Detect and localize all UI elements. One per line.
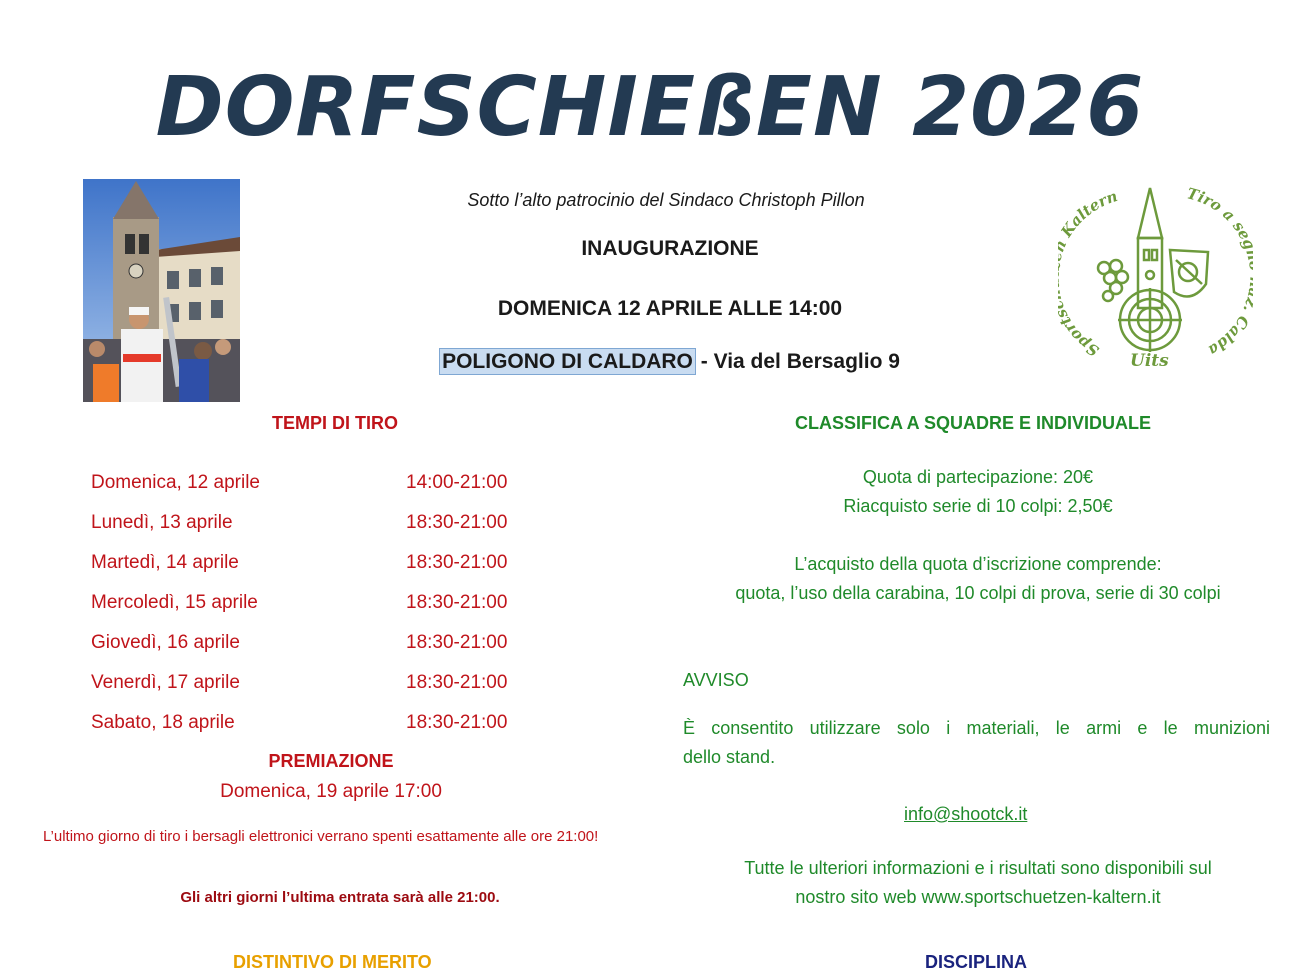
email-link[interactable]: info@shootck.it <box>904 804 1028 824</box>
schedule-day: Martedì, 14 aprile <box>91 552 239 573</box>
venue-address: - Via del Bersaglio 9 <box>694 350 900 373</box>
schedule-day: Giovedì, 16 aprile <box>91 632 240 653</box>
last-day-notice: L’ultimo giorno di tiro i bersagli elettronici verrano spenti esattamente alle ore 21:00! <box>43 828 599 845</box>
notice-title: AVVISO <box>683 670 749 690</box>
schedule-day: Domenica, 12 aprile <box>91 472 260 493</box>
inauguration-heading: INAUGURAZIONE <box>581 237 759 260</box>
schedule-time: 18:30-21:00 <box>406 512 508 533</box>
club-logo <box>1058 180 1253 380</box>
logo-bottom-text: Uits <box>1130 351 1169 371</box>
ranking-title: CLASSIFICA A SQUADRE E INDIVIDUALE <box>795 413 1152 433</box>
discipline-title: DISCIPLINA <box>925 952 1028 972</box>
fee-line: Quota di partecipazione: 20€ <box>862 467 1094 487</box>
schedule-time: 18:30-21:00 <box>406 552 508 573</box>
award-title: PREMIAZIONE <box>268 751 394 771</box>
page-title: DORFSCHIEßEN 2026 <box>155 60 1145 155</box>
venue-name: POLIGONO DI CALDARO <box>442 350 693 373</box>
info-line-2: nostro sito web www.sportschuetzen-kaltern.it <box>795 887 1161 907</box>
schedule-time: 18:30-21:00 <box>406 672 508 693</box>
notice-text-line1: È consentito utilizzare solo i materiali, le armi e le munizioni <box>683 718 1270 738</box>
patron-line: Sotto l’alto patrocinio del Sindaco Christoph Pillon <box>467 190 865 210</box>
schedule-time: 14:00-21:00 <box>406 472 508 493</box>
svg-text:Sportschützen Kaltern <box>1058 187 1120 360</box>
schedule-time: 18:30-21:00 <box>406 592 508 613</box>
schedule-day: Sabato, 18 aprile <box>91 712 235 733</box>
notice-text-line2: dello stand. <box>683 747 776 767</box>
merit-badge-title: DISTINTIVO DI MERITO <box>233 952 432 972</box>
includes-list: quota, l’uso della carabina, 10 colpi di prova, serie di 30 colpi <box>735 583 1221 603</box>
includes-intro: L’acquisto della quota d’iscrizione comprende: <box>794 554 1162 574</box>
award-date: Domenica, 19 aprile 17:00 <box>220 781 442 802</box>
inauguration-date: DOMENICA 12 APRILE ALLE 14:00 <box>497 297 843 320</box>
logo-right-text: Tiro a se Calda <box>1184 184 1253 360</box>
schedule-day: Venerdì, 17 aprile <box>91 672 240 693</box>
schedule-time: 18:30-21:00 <box>406 712 508 733</box>
shooting-times-title: TEMPI DI TIRO <box>272 413 398 433</box>
logo-left-text: Spor Kaltern <box>1058 187 1120 360</box>
rebuy-line: Riacquisto serie di 10 colpi: 2,50€ <box>843 496 1113 516</box>
schedule-day: Mercoledì, 15 aprile <box>91 592 258 613</box>
schedule-time: 18:30-21:00 <box>406 632 508 653</box>
other-days-notice: Gli altri giorni l’ultima entrata sarà alle 21:00. <box>180 889 500 906</box>
schedule-day: Lunedì, 13 aprile <box>91 512 233 533</box>
info-line-1: Tutte le ulteriori informazioni e i risultati sono disponibili sul <box>744 858 1212 878</box>
